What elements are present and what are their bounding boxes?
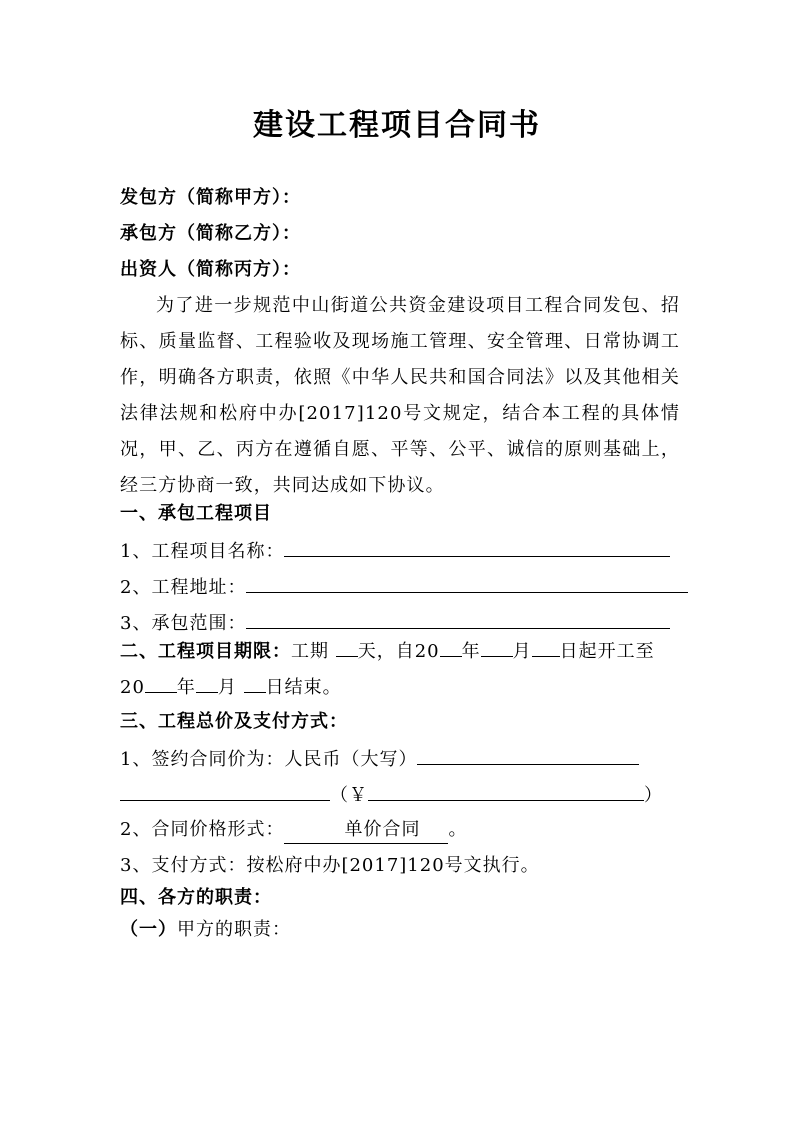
end-year-label: 年	[176, 677, 196, 698]
project-address-row	[120, 568, 680, 604]
party-a-duties-row	[120, 912, 680, 948]
contract-price-figures-row	[120, 776, 680, 812]
end-month-blank	[196, 668, 218, 693]
party-c-label: 出资人（简称丙方）：	[120, 259, 301, 280]
start-month-label: 月	[512, 641, 532, 662]
end-century-label: 20	[120, 677, 145, 698]
project-name-label: 1、工程项目名称：	[120, 541, 285, 562]
section3-heading: 三、工程总价及支付方式：	[120, 711, 348, 732]
project-end-row	[120, 668, 680, 704]
section4-heading: 四、各方的职责：	[120, 887, 272, 908]
contract-price-figures-blank	[368, 776, 644, 801]
section2-heading: 二、工程项目期限：	[120, 641, 291, 662]
price-form-row	[120, 812, 680, 848]
period-days-blank	[336, 632, 358, 657]
price-form-value: 单价合同	[284, 817, 448, 844]
project-period-row	[120, 632, 680, 668]
contract-price-row	[120, 740, 680, 776]
payment-method-row: 3、支付方式：按松府中办[2017]120号文执行。	[120, 855, 540, 876]
project-name-row	[120, 532, 680, 568]
document-title: 建设工程项目合同书	[253, 108, 541, 143]
project-address-blank	[246, 568, 688, 593]
period-duration-label: 工期	[291, 641, 329, 662]
end-day-blank	[244, 668, 266, 693]
price-form-label: 2、合同价格形式：	[120, 819, 285, 840]
start-year-blank	[440, 632, 462, 657]
contract-scope-label: 3、承包范围：	[120, 613, 247, 634]
intro-paragraph: 为了进一步规范中山街道公共资金建设项目工程合同发包、招标、质量监督、工程验收及现场施工管理、安全管理、日常协调工作，明确各方职责，依照《中华人民共和国合同法》以及其他相关法律法规和松府中办[2017]120号文规定，结合本工程的具体情况，甲、乙、丙方在遵循自愿、平等、公平、诚信的原则基础上，经三方协商一致，共同达成如下协议。	[120, 295, 680, 496]
contract-price-words-cont-blank	[120, 776, 330, 801]
party-a-label: 发包方（简称甲方）：	[120, 187, 301, 208]
end-day-label: 日结束。	[265, 677, 342, 698]
period-days-label: 天，自20	[357, 641, 440, 662]
yen-close: ）	[644, 785, 663, 806]
contract-price-words-blank	[417, 740, 639, 765]
project-address-label: 2、工程地址：	[120, 577, 247, 598]
party-a-duties-number: （一）	[120, 919, 177, 940]
end-month-label: 月	[217, 677, 237, 698]
section1-heading: 一、承包工程项目	[120, 503, 272, 524]
project-name-blank	[284, 532, 670, 557]
contract-price-label: 1、签约合同价为：人民币（大写）	[120, 749, 418, 770]
start-day-blank	[532, 632, 560, 657]
start-month-blank	[481, 632, 513, 657]
start-day-label: 日起开工至	[559, 641, 655, 662]
start-year-label: 年	[461, 641, 481, 662]
party-b-label: 承包方（简称乙方）：	[120, 223, 301, 244]
price-form-end: 。	[448, 819, 468, 840]
end-year-blank	[145, 668, 177, 693]
yen-open: （￥	[330, 785, 368, 806]
party-a-duties-label: 甲方的职责：	[177, 919, 291, 940]
contract-scope-blank	[246, 604, 670, 629]
